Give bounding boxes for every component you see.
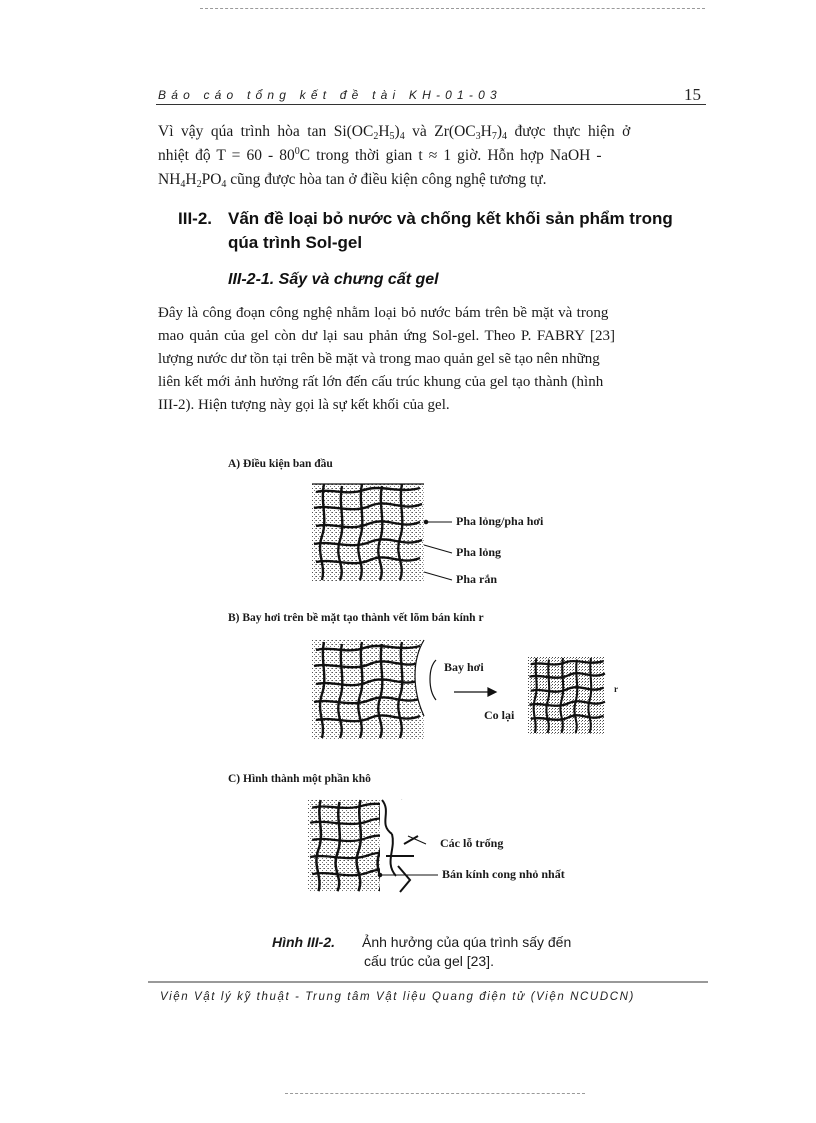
caption-line-1: Ảnh hưởng của qúa trình sấy đến [362, 934, 572, 950]
caption-label: Hình III-2. [272, 934, 335, 950]
radius-mark: r [614, 684, 618, 694]
figure-panel-c-label: C) Hình thành một phần khô [228, 773, 371, 785]
body-line: liên kết mới ảnh hưởng rất lớn đến cấu trúc khung của gel tạo thành (hình [158, 374, 604, 390]
section-title-line-2: qúa trình Sol-gel [228, 233, 363, 252]
page-number: 15 [684, 85, 701, 104]
panel-a-leaders [424, 520, 452, 580]
body-line: Đây là công đoạn công nghệ nhằm loại bỏ nước bám trên bề mặt và trong [158, 305, 609, 321]
panel-a-image [312, 484, 424, 582]
panel-c-image [308, 800, 426, 892]
intro-line-1: Vì vậy qúa trình hòa $\tan Si(OC_2H_5)_4$ và $Zr(OC_3H_7)_4$ được thực hiện ở [158, 123, 631, 142]
section-number: III-2. [178, 209, 213, 228]
body-line: III-2). Hiện tượng này gọi là sự kết khối của gel. [158, 397, 450, 413]
figure-caption [272, 934, 335, 950]
callout-liquid: Pha lỏng [456, 545, 502, 559]
intro-line-2: nhiệt độ $T = 60 - 80^0C$ trong thời gian t ≈ 1 giờ. Hỗn hợp NaOH - [158, 146, 602, 164]
footer-institution: Viện Vật lý kỹ thuật - Trung tâm Vật liệu Quang điện tử (Viện NCUDCN) [160, 991, 635, 1003]
panel-b-image-left [312, 640, 424, 740]
callout-min-curvature: Bán kính cong nhỏ nhất [442, 867, 565, 881]
running-header: Báo cáo tổng kết đề tài KH-01-03 [158, 88, 502, 102]
caption-line-2: cấu trúc của gel [23]. [364, 953, 494, 969]
callout-solid: Pha rắn [456, 572, 498, 586]
body-line: lượng nước dư tồn tại trên bề mặt và trong mao quản gel sẽ tạo nên những [158, 351, 600, 367]
figure-panel-b-label: B) Bay hơi trên bề mặt tạo thành vết lõm bán kính r [228, 612, 484, 624]
section-title-line-1: Vấn đề loại bỏ nước và chống kết khối sản phẩm trong [228, 209, 673, 228]
subsection-title: III-2-1. Sấy và chưng cất gel [228, 271, 439, 288]
callout-shrinkage: Co lại [484, 708, 515, 722]
callout-liquid-vapor: Pha lỏng/pha hơi [456, 514, 544, 528]
panel-b-image-right [528, 656, 605, 734]
body-line: mao quản của gel còn dư lại sau phản ứng Sol-gel. Theo P. FABRY [23] [158, 328, 615, 344]
intro-line-3: $NH_4H_2PO_4$ cũng được hòa tan ở điều kiện công nghệ tương tự. [158, 171, 547, 190]
figure-panel-a-label: A) Điều kiện ban đầu [228, 458, 333, 470]
callout-voids: Các lỗ trống [440, 836, 504, 850]
callout-evaporation: Bay hơi [444, 660, 484, 674]
